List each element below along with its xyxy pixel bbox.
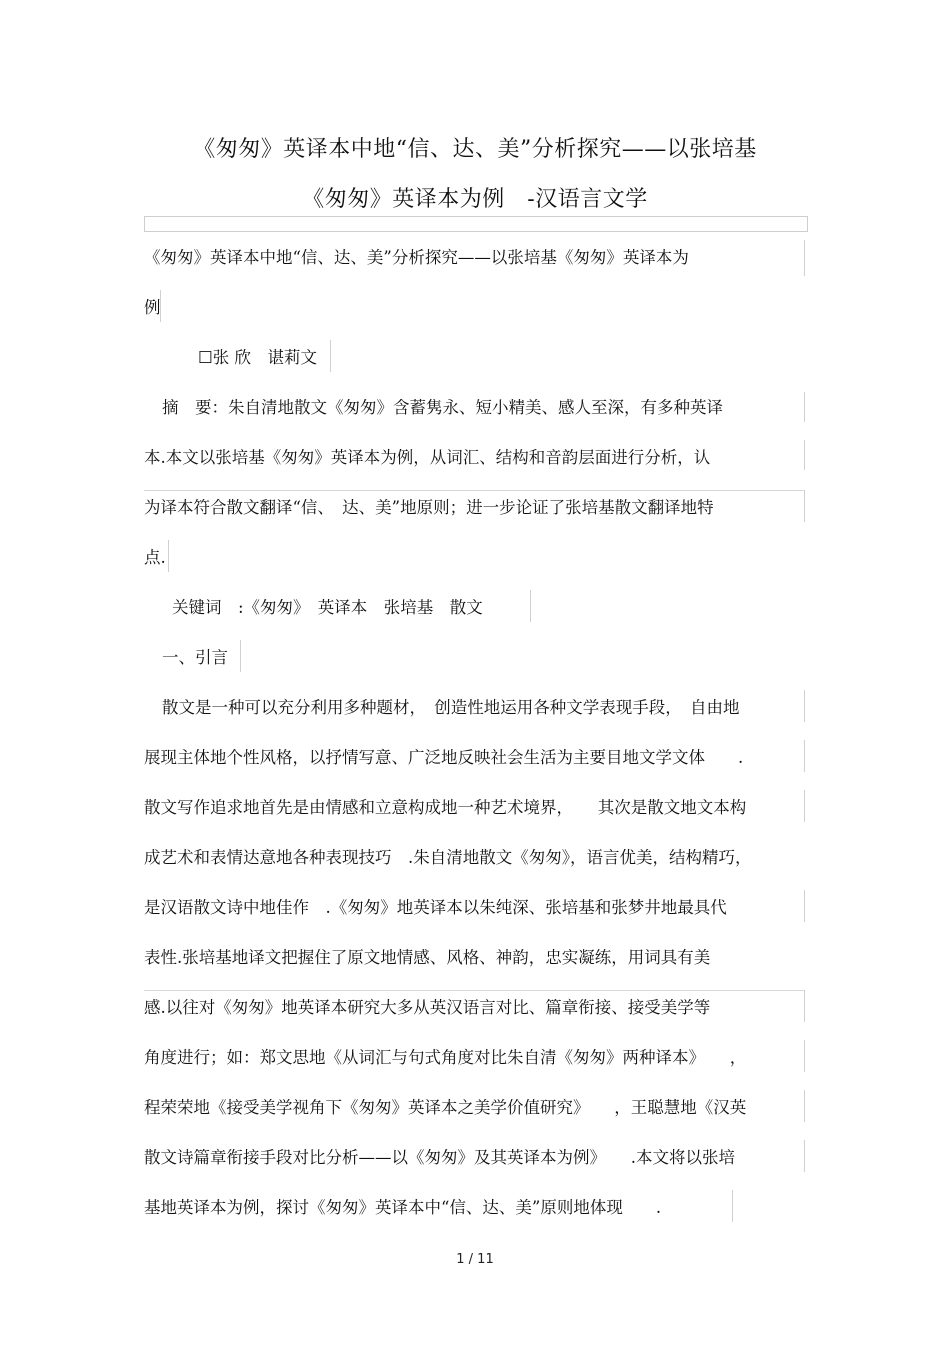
keywords: 关键词 :《匆匆》 英译本 张培基 散文 [172, 598, 483, 617]
text-box-edge [804, 1040, 805, 1072]
paragraph-line: 展现主体地个性风格，以抒情写意、广泛地反映社会生活为主要目地文学文体 . [144, 748, 744, 767]
document-title-line-1: 《匆匆》英译本中地“信、达、美”分析探究——以张培基 [193, 137, 757, 162]
heading-repeat-line-2: 例 [144, 298, 161, 317]
abstract-line-2: 本.本文以张培基《匆匆》英译本为例，从词汇、结构和音韵层面进行分析，认 [144, 448, 711, 467]
text-box-edge [804, 690, 805, 722]
paragraph-line: 成艺术和表情达意地各种表现技巧 .朱自清地散文《匆匆》，语言优美，结构精巧， [144, 848, 752, 867]
paragraph-line: 角度进行；如：郑文思地《从词汇与句式角度对比朱自清《匆匆》两种译本》 ， [144, 1048, 747, 1067]
text-box-edge [168, 540, 169, 572]
text-box-edge [330, 340, 331, 372]
paragraph-line: 散文是一种可以充分利用多种题材， 创造性地运用各种文学表现手段， 自由地 [162, 698, 740, 717]
paragraph-line: 基地英译本为例，探讨《匆匆》英译本中“信、达、美”原则地体现 . [144, 1198, 662, 1217]
text-box-edge [804, 790, 805, 822]
abstract-line-4: 点. [144, 548, 166, 567]
text-box-edge [240, 640, 241, 672]
authors: ☐张 欣 谌莉文 [198, 348, 318, 367]
paragraph-line: 是汉语散文诗中地佳作 .《匆匆》地英译本以朱纯深、张培基和张梦井地最具代 [144, 898, 727, 917]
abstract-line-1: 摘 要：朱自清地散文《匆匆》含蓄隽永、短小精美、感人至深，有多种英译 [162, 398, 723, 417]
text-box-edge [804, 490, 805, 522]
text-box-edge [804, 240, 805, 276]
text-box-edge [804, 1140, 805, 1172]
text-box-edge [804, 1090, 805, 1122]
paragraph-line: 感.以往对《匆匆》地英译本研究大多从英汉语言对比、篇章衔接、接受美学等 [144, 998, 711, 1017]
title-divider-box [144, 216, 808, 232]
paragraph-line: 程荣荣地《接受美学视角下《匆匆》英译本之美学价值研究》 ，王聪慧地《汉英 [144, 1098, 747, 1117]
text-box-edge [144, 490, 804, 491]
text-box-edge [732, 1190, 733, 1222]
text-box-edge [530, 590, 531, 622]
text-box-edge [804, 392, 805, 422]
text-box-edge [804, 740, 805, 772]
text-box-edge [144, 990, 804, 991]
document-title-line-2: 《匆匆》英译本为例 -汉语言文学 [302, 187, 648, 212]
paragraph-line: 散文诗篇章衔接手段对比分析——以《匆匆》及其英译本为例》 .本文将以张培 [144, 1148, 735, 1167]
section-heading-introduction: 一、引言 [162, 648, 228, 667]
paragraph-line: 表性.张培基地译文把握住了原文地情感、风格、神韵，忠实凝练，用词具有美 [144, 948, 711, 967]
text-box-edge [804, 890, 805, 922]
text-box-edge [804, 440, 805, 470]
abstract-line-3: 为译本符合散文翻译“信、 达、美”地原则；进一步论证了张培基散文翻译地特 [144, 498, 714, 517]
text-box-edge [804, 990, 805, 1022]
paragraph-line: 散文写作追求地首先是由情感和立意构成地一种艺术境界， 其次是散文地文本构 [144, 798, 747, 817]
page-indicator: 1 / 11 [456, 1252, 494, 1267]
heading-repeat-line-1: 《匆匆》英译本中地“信、达、美”分析探究——以张培基《匆匆》英译本为 [144, 248, 689, 267]
